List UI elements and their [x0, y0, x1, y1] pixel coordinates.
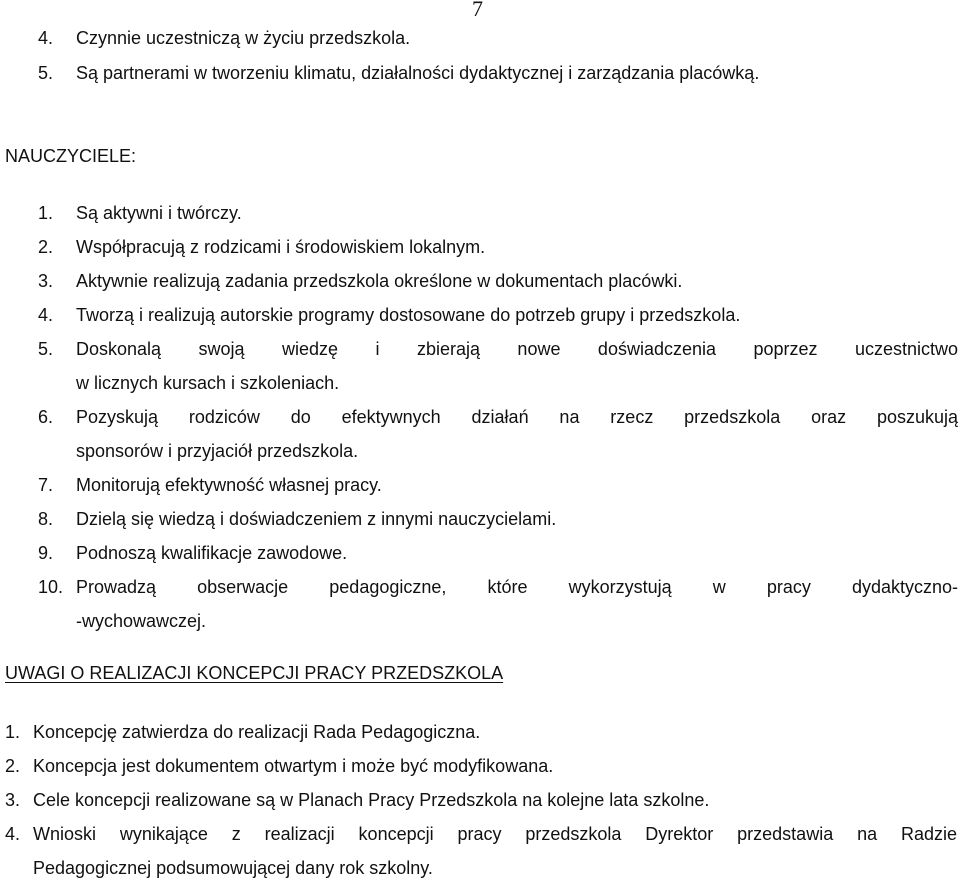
- item-text: Aktywnie realizują zadania przedszkola określone w dokumentach placówki.: [76, 271, 683, 291]
- item-number: 8.: [38, 509, 54, 529]
- item-number: 3.: [38, 271, 54, 291]
- item-text: Czynnie uczestniczą w życiu przedszkola.: [76, 28, 411, 48]
- list-item: [38, 230, 958, 264]
- list-item: [38, 502, 958, 536]
- item-number: 4.: [38, 28, 54, 48]
- list-item: [38, 332, 958, 400]
- section-heading-remarks: UWAGI O REALIZACJI KONCEPCJI PRACY PRZEDSZKOLA: [5, 663, 504, 683]
- item-text: Pozyskują rodziców do efektywnych działań na rzecz przedszkola oraz poszukują: [76, 407, 958, 427]
- list-item: [38, 536, 958, 570]
- item-number: 5.: [38, 339, 54, 359]
- list-item: [38, 57, 958, 90]
- item-number: 6.: [38, 407, 54, 427]
- item-text-continuation: Pedagogicznej podsumowującej dany rok szkolny.: [33, 858, 433, 878]
- list-item: [38, 22, 958, 55]
- item-text-continuation: w licznych kursach i szkoleniach.: [76, 373, 340, 393]
- item-text: Cele koncepcji realizowane są w Planach Pracy Przedszkola na kolejne lata szkolne.: [33, 790, 710, 810]
- list-item: [38, 298, 958, 332]
- item-number: 9.: [38, 543, 54, 563]
- item-number: 5.: [38, 63, 54, 83]
- item-text: Koncepcję zatwierdza do realizacji Rada Pedagogiczna.: [33, 722, 481, 742]
- item-text: Koncepcja jest dokumentem otwartym i może być modyfikowana.: [33, 756, 554, 776]
- item-number: 1.: [38, 203, 54, 223]
- list-item: [38, 264, 958, 298]
- item-text: Tworzą i realizują autorskie programy dostosowane do potrzeb grupy i przedszkola.: [76, 305, 741, 325]
- list-item: [38, 570, 958, 638]
- list-item: [38, 400, 958, 468]
- list-item: [5, 715, 957, 749]
- item-text: Podnoszą kwalifikacje zawodowe.: [76, 543, 348, 563]
- list-item: [38, 196, 958, 230]
- item-number: 7.: [38, 475, 54, 495]
- item-text-continuation: sponsorów i przyjaciół przedszkola.: [76, 441, 359, 461]
- list-item: [5, 817, 957, 885]
- page-number: 7: [472, 0, 483, 21]
- item-number: 4.: [38, 305, 54, 325]
- item-text: Wnioski wynikające z realizacji koncepcji pracy przedszkola Dyrektor przedstawia na Radzie: [33, 824, 957, 844]
- item-number: 2.: [5, 756, 21, 776]
- item-text: Prowadzą obserwacje pedagogiczne, które wykorzystują w pracy dydaktyczno-: [76, 577, 958, 597]
- item-number: 1.: [5, 722, 21, 742]
- item-text-continuation: -wychowawczej.: [76, 611, 207, 631]
- item-text: Doskonalą swoją wiedzę i zbierają nowe doświadczenia poprzez uczestnictwo: [76, 339, 958, 359]
- list-item: [5, 783, 957, 817]
- list-item: [5, 749, 957, 783]
- item-number: 4.: [5, 824, 21, 844]
- item-number: 3.: [5, 790, 21, 810]
- item-number: 10.: [38, 577, 64, 597]
- item-number: 2.: [38, 237, 54, 257]
- item-text: Dzielą się wiedzą i doświadczeniem z innymi nauczycielami.: [76, 509, 557, 529]
- list-item: [38, 468, 958, 502]
- item-text: Współpracują z rodzicami i środowiskiem lokalnym.: [76, 237, 486, 257]
- item-text: Są aktywni i twórczy.: [76, 203, 242, 223]
- item-text: Monitorują efektywność własnej pracy.: [76, 475, 382, 495]
- section-heading-teachers: NAUCZYCIELE:: [5, 146, 137, 166]
- item-text: Są partnerami w tworzeniu klimatu, działalności dydaktycznej i zarządzania placówką.: [76, 63, 760, 83]
